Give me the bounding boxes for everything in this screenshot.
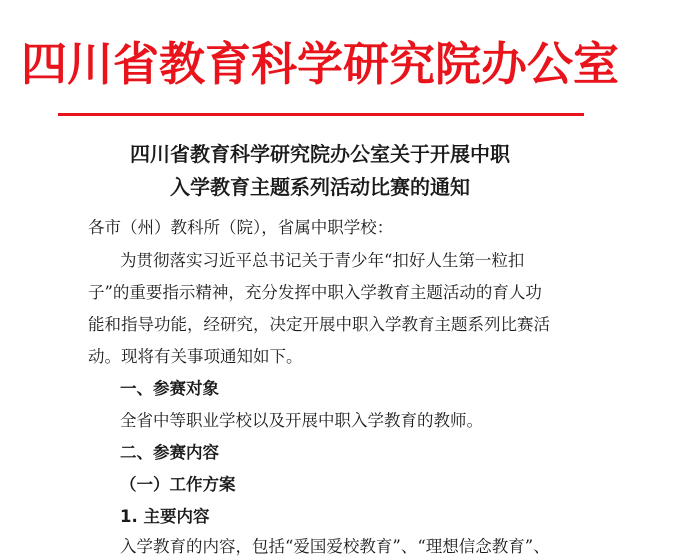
item-text-main-content: 入学教育的内容，包括“爱国爱校教育”、“理想信念教育”、 <box>120 537 550 556</box>
subsection-heading-plan: （一）工作方案 <box>120 475 236 494</box>
issuer-header: 四川省教育科学研究院办公室 <box>21 37 619 91</box>
item-heading-main-content: 1. 主要内容 <box>120 507 210 526</box>
paragraph-line-3: 能和指导功能，经研究，决定开展中职入学教育主题系列比赛活 <box>88 315 550 334</box>
section-heading-participants: 一、参赛对象 <box>120 379 219 398</box>
paragraph-line-2: 子”的重要指示精神，充分发挥中职入学教育主题活动的育人功 <box>88 283 542 302</box>
paragraph-line-4: 动。现将有关事项通知如下。 <box>88 347 303 366</box>
notice-title-line-1: 四川省教育科学研究院办公室关于开展中职 <box>130 142 510 166</box>
notice-title-line-2: 入学教育主题系列活动比赛的通知 <box>170 175 470 199</box>
section-heading-content: 二、参赛内容 <box>120 443 219 462</box>
section-text-participants: 全省中等职业学校以及开展中职入学教育的教师。 <box>120 411 483 430</box>
salutation: 各市（州）教科所（院），省属中职学校： <box>88 218 394 237</box>
paragraph-line-1: 为贯彻落实习近平总书记关于青少年“扣好人生第一粒扣 <box>120 251 525 270</box>
header-rule <box>58 113 584 116</box>
